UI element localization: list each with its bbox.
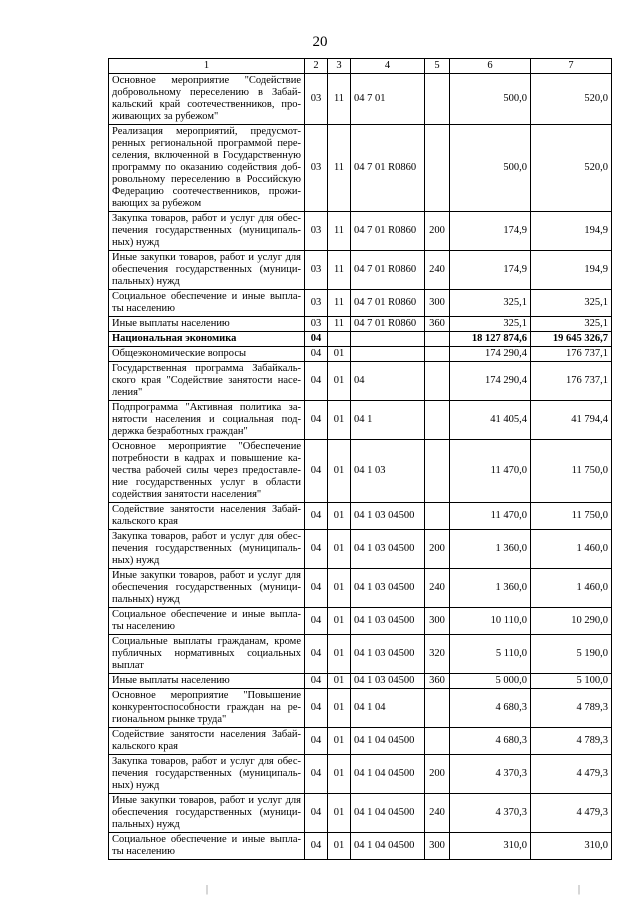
header-cell: 6 <box>450 59 531 74</box>
cell-amount-1: 1 360,0 <box>450 530 531 569</box>
cell-target-article: 04 1 04 <box>351 689 425 728</box>
cell-name: Социальное обеспечение и иные выпла-ты населению <box>109 833 305 860</box>
cell-amount-2: 325,1 <box>531 290 612 317</box>
cell-target-article: 04 1 03 <box>351 440 425 503</box>
cell-amount-1: 325,1 <box>450 290 531 317</box>
header-cell: 5 <box>425 59 450 74</box>
cell-name: Содействие занятости населения Забай-кальского края <box>109 503 305 530</box>
cell-expense-type: 240 <box>425 569 450 608</box>
cell-amount-1: 18 127 874,6 <box>450 332 531 347</box>
cell-expense-type: 240 <box>425 794 450 833</box>
cell-target-article: 04 1 03 04500 <box>351 569 425 608</box>
cell-amount-1: 174,9 <box>450 251 531 290</box>
cell-subsection: 01 <box>328 728 351 755</box>
cell-subsection: 01 <box>328 689 351 728</box>
cell-amount-1: 5 110,0 <box>450 635 531 674</box>
cell-name: Закупка товаров, работ и услуг для обес-печения государственных (муниципаль-ных) нужд <box>109 212 305 251</box>
cell-section: 04 <box>305 635 328 674</box>
cell-subsection: 01 <box>328 401 351 440</box>
cell-amount-2: 194,9 <box>531 212 612 251</box>
cell-section: 04 <box>305 755 328 794</box>
cell-target-article: 04 1 03 04500 <box>351 530 425 569</box>
cell-amount-2: 4 789,3 <box>531 689 612 728</box>
cell-name: Социальное обеспечение и иные выпла-ты населению <box>109 608 305 635</box>
cell-amount-2: 176 737,1 <box>531 347 612 362</box>
table-row <box>109 251 612 290</box>
cell-section: 03 <box>305 317 328 332</box>
cell-expense-type: 300 <box>425 833 450 860</box>
cell-amount-1: 174 290,4 <box>450 347 531 362</box>
cell-name: Иные закупки товаров, работ и услуг для обеспечения государственных (муници-пальных) нужд <box>109 794 305 833</box>
cell-target-article: 04 <box>351 362 425 401</box>
cell-name: Реализация мероприятий, предусмот-ренных региональной программой пере-селения, включенной в Государственную программу по оказанию содействия доб-ровольному переселению в Российскую Федерацию соотечественников, прожи-вающих за рубежом <box>109 125 305 212</box>
cell-expense-type <box>425 74 450 125</box>
cell-target-article: 04 1 03 04500 <box>351 635 425 674</box>
cell-section: 04 <box>305 674 328 689</box>
cell-amount-1: 500,0 <box>450 125 531 212</box>
cell-name: Иные выплаты населению <box>109 674 305 689</box>
cell-amount-2: 4 789,3 <box>531 728 612 755</box>
cell-section: 03 <box>305 125 328 212</box>
cell-name: Национальная экономика <box>109 332 305 347</box>
cell-section: 04 <box>305 530 328 569</box>
table-row <box>109 674 612 689</box>
page-number: 20 <box>312 34 328 50</box>
cell-target-article: 04 7 01 R0860 <box>351 212 425 251</box>
table-row <box>109 440 612 503</box>
cell-amount-2: 5 100,0 <box>531 674 612 689</box>
cell-amount-2: 4 479,3 <box>531 794 612 833</box>
cell-section: 04 <box>305 569 328 608</box>
cell-section: 04 <box>305 728 328 755</box>
cell-name: Подпрограмма "Активная политика за-нятости населения и социальная под-держка безработных граждан" <box>109 401 305 440</box>
cell-target-article: 04 7 01 R0860 <box>351 251 425 290</box>
cell-name: Основное мероприятие "Повышение конкурентоспособности граждан на ре-гиональном рынке труда" <box>109 689 305 728</box>
cell-target-article: 04 7 01 R0860 <box>351 125 425 212</box>
cell-section: 04 <box>305 503 328 530</box>
cell-amount-2: 41 794,4 <box>531 401 612 440</box>
cell-name: Иные закупки товаров, работ и услуг для обеспечения государственных (муници-пальных) нужд <box>109 569 305 608</box>
cell-expense-type: 240 <box>425 251 450 290</box>
cell-expense-type <box>425 728 450 755</box>
cell-amount-2: 11 750,0 <box>531 440 612 503</box>
cell-subsection: 01 <box>328 569 351 608</box>
cell-name: Закупка товаров, работ и услуг для обес-печения государственных (муниципаль-ных) нужд <box>109 755 305 794</box>
cell-name: Социальное обеспечение и иные выпла-ты населению <box>109 290 305 317</box>
cell-amount-2: 19 645 326,7 <box>531 332 612 347</box>
cell-target-article: 04 1 04 04500 <box>351 833 425 860</box>
cell-subsection: 11 <box>328 290 351 317</box>
cell-amount-2: 194,9 <box>531 251 612 290</box>
cell-amount-1: 4 680,3 <box>450 689 531 728</box>
header-row <box>109 59 612 74</box>
header-cell: 3 <box>328 59 351 74</box>
cell-target-article <box>351 332 425 347</box>
cell-name: Социальные выплаты гражданам, кроме публичных нормативных социальных выплат <box>109 635 305 674</box>
cell-section: 04 <box>305 347 328 362</box>
table-row <box>109 689 612 728</box>
cell-expense-type <box>425 440 450 503</box>
cell-subsection: 01 <box>328 755 351 794</box>
header-cell: 4 <box>351 59 425 74</box>
cell-target-article: 04 1 03 04500 <box>351 674 425 689</box>
cell-expense-type <box>425 401 450 440</box>
cell-section: 04 <box>305 833 328 860</box>
table-row <box>109 317 612 332</box>
cell-subsection: 11 <box>328 212 351 251</box>
margin-mark: | <box>206 884 209 895</box>
cell-expense-type <box>425 347 450 362</box>
cell-amount-1: 325,1 <box>450 317 531 332</box>
cell-section: 04 <box>305 332 328 347</box>
cell-amount-2: 325,1 <box>531 317 612 332</box>
cell-section: 04 <box>305 608 328 635</box>
cell-amount-2: 10 290,0 <box>531 608 612 635</box>
cell-name: Иные закупки товаров, работ и услуг для обеспечения государственных (муници-пальных) нужд <box>109 251 305 290</box>
cell-subsection: 01 <box>328 635 351 674</box>
cell-section: 04 <box>305 401 328 440</box>
table-row <box>109 347 612 362</box>
cell-section: 04 <box>305 440 328 503</box>
cell-subsection: 01 <box>328 440 351 503</box>
cell-amount-1: 11 470,0 <box>450 440 531 503</box>
cell-section: 04 <box>305 689 328 728</box>
table-row <box>109 755 612 794</box>
cell-section: 03 <box>305 290 328 317</box>
table-row <box>109 794 612 833</box>
cell-target-article: 04 7 01 R0860 <box>351 290 425 317</box>
cell-subsection: 01 <box>328 833 351 860</box>
cell-subsection: 11 <box>328 317 351 332</box>
cell-amount-2: 520,0 <box>531 125 612 212</box>
cell-amount-1: 11 470,0 <box>450 503 531 530</box>
cell-amount-2: 310,0 <box>531 833 612 860</box>
cell-amount-1: 500,0 <box>450 74 531 125</box>
cell-amount-2: 1 460,0 <box>531 530 612 569</box>
cell-amount-1: 1 360,0 <box>450 569 531 608</box>
cell-amount-2: 11 750,0 <box>531 503 612 530</box>
table-row <box>109 608 612 635</box>
cell-name: Общеэкономические вопросы <box>109 347 305 362</box>
cell-target-article: 04 1 04 04500 <box>351 755 425 794</box>
header-cell: 1 <box>109 59 305 74</box>
header-cell: 2 <box>305 59 328 74</box>
table-row <box>109 290 612 317</box>
cell-section: 03 <box>305 74 328 125</box>
cell-amount-1: 4 370,3 <box>450 794 531 833</box>
table-row <box>109 401 612 440</box>
table-row <box>109 635 612 674</box>
cell-amount-1: 41 405,4 <box>450 401 531 440</box>
cell-expense-type: 200 <box>425 755 450 794</box>
cell-target-article <box>351 347 425 362</box>
cell-section: 03 <box>305 251 328 290</box>
cell-target-article: 04 1 <box>351 401 425 440</box>
table-row <box>109 212 612 251</box>
cell-name: Содействие занятости населения Забай-кальского края <box>109 728 305 755</box>
header-cell: 7 <box>531 59 612 74</box>
budget-table <box>108 58 612 860</box>
cell-target-article: 04 1 03 04500 <box>351 608 425 635</box>
cell-amount-2: 5 190,0 <box>531 635 612 674</box>
cell-name: Основное мероприятие "Содействие добровольному переселению в Забай-кальский край соотечественников, про-живающих за рубежом" <box>109 74 305 125</box>
cell-subsection: 01 <box>328 794 351 833</box>
table-row <box>109 74 612 125</box>
cell-subsection: 01 <box>328 503 351 530</box>
cell-target-article: 04 1 03 04500 <box>351 503 425 530</box>
cell-amount-1: 174 290,4 <box>450 362 531 401</box>
cell-name: Основное мероприятие "Обеспечение потребности в кадрах и повышение ка-чества рабочей силы через предоставле-ние государственных услуг в области содействия занятости населения" <box>109 440 305 503</box>
cell-target-article: 04 7 01 <box>351 74 425 125</box>
table-row <box>109 530 612 569</box>
cell-subsection: 11 <box>328 74 351 125</box>
table-row <box>109 728 612 755</box>
cell-expense-type <box>425 362 450 401</box>
cell-subsection: 11 <box>328 125 351 212</box>
cell-amount-1: 10 110,0 <box>450 608 531 635</box>
cell-amount-1: 310,0 <box>450 833 531 860</box>
cell-expense-type: 200 <box>425 212 450 251</box>
cell-subsection: 01 <box>328 347 351 362</box>
cell-subsection: 01 <box>328 674 351 689</box>
cell-expense-type <box>425 332 450 347</box>
cell-expense-type <box>425 125 450 212</box>
cell-amount-2: 1 460,0 <box>531 569 612 608</box>
cell-expense-type: 300 <box>425 608 450 635</box>
cell-section: 03 <box>305 212 328 251</box>
cell-expense-type: 300 <box>425 290 450 317</box>
cell-subsection: 01 <box>328 362 351 401</box>
cell-amount-2: 176 737,1 <box>531 362 612 401</box>
table-row <box>109 362 612 401</box>
cell-name: Государственная программа Забайкаль-ского края "Содействие занятости насе-ления" <box>109 362 305 401</box>
cell-amount-1: 4 370,3 <box>450 755 531 794</box>
cell-amount-2: 4 479,3 <box>531 755 612 794</box>
cell-amount-1: 4 680,3 <box>450 728 531 755</box>
cell-subsection: 01 <box>328 530 351 569</box>
cell-target-article: 04 1 04 04500 <box>351 794 425 833</box>
cell-expense-type <box>425 689 450 728</box>
table-row <box>109 332 612 347</box>
table-row <box>109 569 612 608</box>
table-row <box>109 833 612 860</box>
cell-expense-type: 360 <box>425 317 450 332</box>
table-row <box>109 125 612 212</box>
margin-mark: | <box>578 884 581 895</box>
table-row <box>109 503 612 530</box>
cell-expense-type: 360 <box>425 674 450 689</box>
cell-name: Иные выплаты населению <box>109 317 305 332</box>
cell-subsection <box>328 332 351 347</box>
cell-target-article: 04 1 04 04500 <box>351 728 425 755</box>
cell-section: 04 <box>305 794 328 833</box>
cell-expense-type: 200 <box>425 530 450 569</box>
cell-amount-1: 5 000,0 <box>450 674 531 689</box>
cell-name: Закупка товаров, работ и услуг для обес-печения государственных (муниципаль-ных) нужд <box>109 530 305 569</box>
cell-subsection: 01 <box>328 608 351 635</box>
cell-expense-type <box>425 503 450 530</box>
cell-section: 04 <box>305 362 328 401</box>
cell-expense-type: 320 <box>425 635 450 674</box>
cell-target-article: 04 7 01 R0860 <box>351 317 425 332</box>
cell-amount-2: 520,0 <box>531 74 612 125</box>
cell-subsection: 11 <box>328 251 351 290</box>
cell-amount-1: 174,9 <box>450 212 531 251</box>
